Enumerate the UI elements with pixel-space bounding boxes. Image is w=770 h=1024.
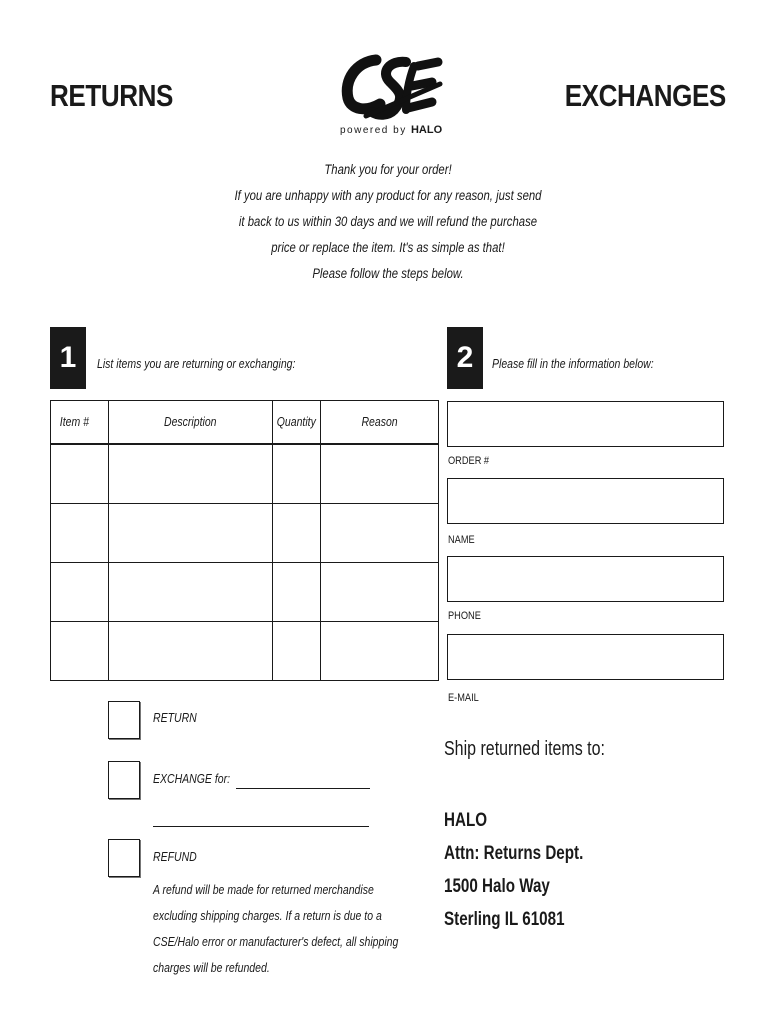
item-cell[interactable] [51, 504, 109, 563]
order-number-field[interactable] [447, 401, 724, 447]
item-cell[interactable] [51, 444, 109, 504]
address-line: 1500 Halo Way [444, 876, 550, 897]
logo-tagline [340, 124, 442, 136]
refund-label: REFUND [153, 850, 197, 864]
intro-line: Please follow the steps below. [312, 266, 464, 281]
exchange-label: EXCHANGE for: [153, 772, 231, 786]
column-header-quantity: Quantity [273, 401, 321, 445]
item-cell[interactable] [51, 563, 109, 622]
item-cell[interactable] [51, 622, 109, 681]
name-label: NAME [448, 534, 475, 546]
exchanges-title: EXCHANGES [564, 78, 726, 113]
intro-text [230, 157, 546, 287]
logo-tagline-brand: HALO [410, 124, 443, 136]
refund-note-line: charges will be refunded. [153, 961, 270, 975]
intro-line: Thank you for your order! [324, 162, 452, 177]
order-number-label: ORDER # [448, 455, 490, 467]
exchange-checkbox[interactable] [108, 761, 140, 799]
name-field[interactable] [447, 478, 724, 524]
quantity-cell[interactable] [273, 444, 321, 504]
intro-line: it back to us within 30 days and we will refund the purchase [238, 214, 538, 229]
shipping-address [444, 804, 583, 936]
table-row [51, 504, 439, 563]
quantity-cell[interactable] [273, 504, 321, 563]
refund-checkbox[interactable] [108, 839, 140, 877]
address-line: Attn: Returns Dept. [444, 843, 584, 864]
quantity-cell[interactable] [273, 563, 321, 622]
refund-note-line: CSE/Halo error or manufacturer's defect, all shipping [153, 935, 399, 949]
intro-line: price or replace the item. It's as simple as that! [271, 240, 505, 255]
step-1-badge: 1 [50, 327, 86, 389]
address-line: HALO [444, 810, 488, 831]
phone-field[interactable] [447, 556, 724, 602]
return-checkbox[interactable] [108, 701, 140, 739]
exchange-for-line[interactable] [236, 788, 370, 789]
reason-cell[interactable] [321, 444, 439, 504]
reason-cell[interactable] [321, 563, 439, 622]
exchange-for-line-2[interactable] [153, 826, 369, 827]
reason-cell[interactable] [321, 504, 439, 563]
email-field[interactable] [447, 634, 724, 680]
ship-to-title: Ship returned items to: [444, 738, 605, 760]
phone-label: PHONE [448, 610, 481, 622]
returns-title: RETURNS [50, 78, 173, 113]
table-row [51, 444, 439, 504]
description-cell[interactable] [109, 504, 273, 563]
step-2-badge: 2 [447, 327, 483, 389]
description-cell[interactable] [109, 444, 273, 504]
refund-note-line: A refund will be made for returned merchandise [153, 883, 374, 897]
description-cell[interactable] [109, 622, 273, 681]
description-cell[interactable] [109, 563, 273, 622]
quantity-cell[interactable] [273, 622, 321, 681]
refund-note-line: excluding shipping charges. If a return is due to a [153, 909, 382, 923]
email-label: E-MAIL [448, 692, 479, 704]
reason-cell[interactable] [321, 622, 439, 681]
column-header-item: Item # [51, 401, 109, 445]
table-row [51, 622, 439, 681]
logo-tagline-prefix: powered by [340, 125, 407, 136]
column-header-description: Description [109, 401, 273, 445]
step-2-label: Please fill in the information below: [492, 357, 654, 371]
address-line: Sterling IL 61081 [444, 909, 565, 930]
intro-line: If you are unhappy with any product for any reason, just send [234, 188, 542, 203]
column-header-reason: Reason [321, 401, 439, 445]
refund-note [153, 877, 398, 981]
items-table [50, 400, 439, 681]
table-row [51, 563, 439, 622]
return-label: RETURN [153, 711, 197, 725]
table-header-row [51, 401, 439, 445]
step-1-label: List items you are returning or exchanging: [97, 357, 296, 371]
